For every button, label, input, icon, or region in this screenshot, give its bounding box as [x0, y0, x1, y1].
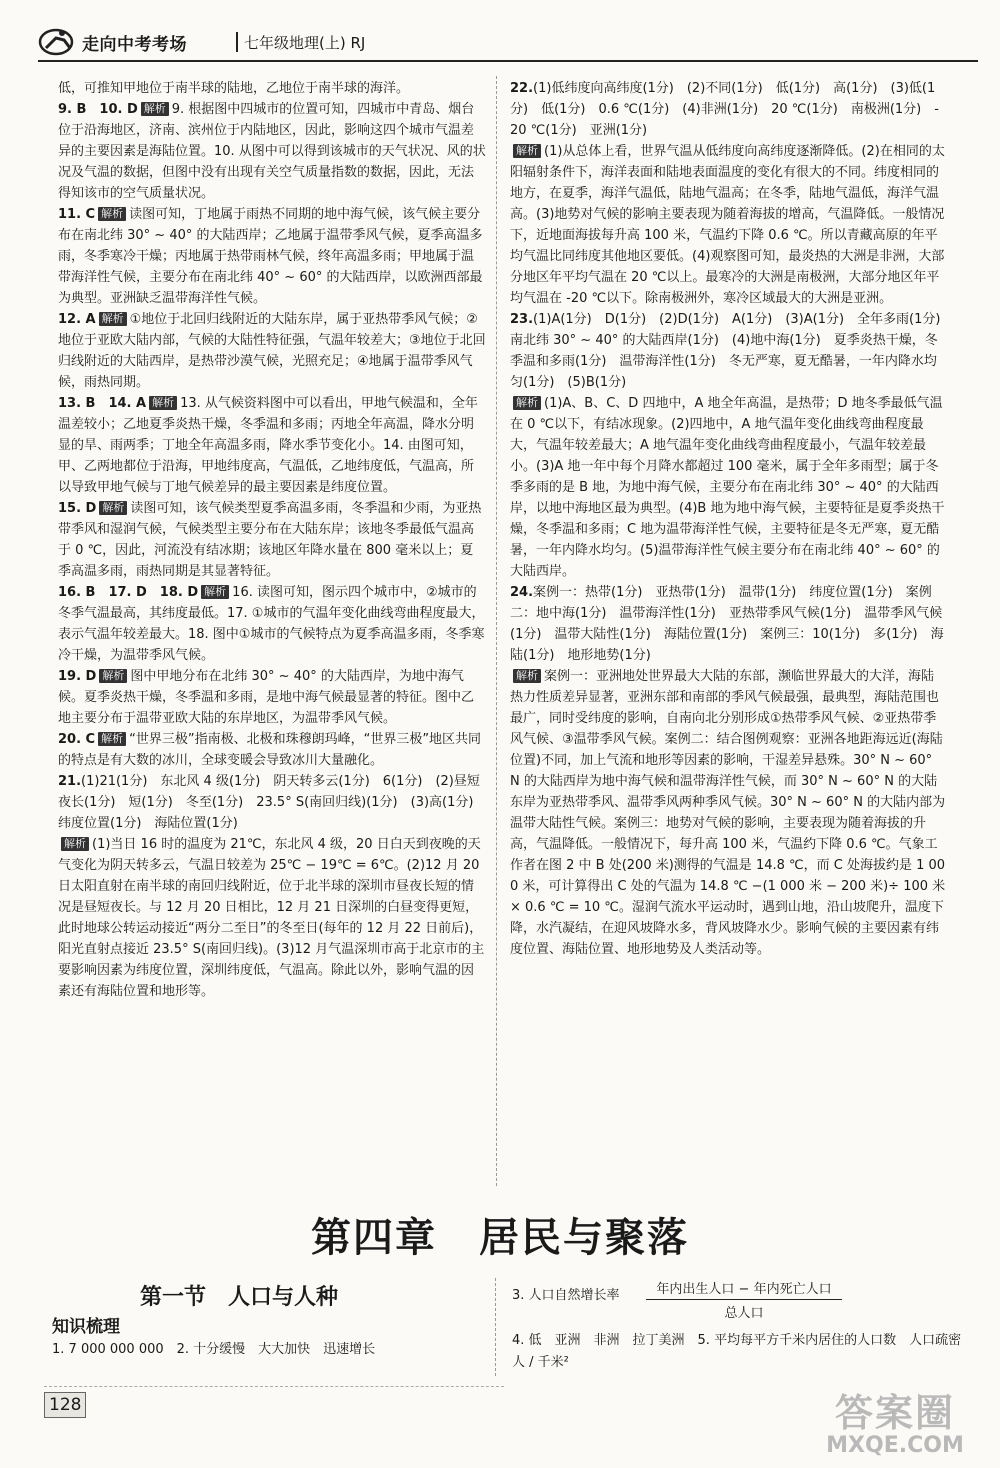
answer-item — [58, 78, 486, 99]
formula-denominator: 总人口 — [724, 1306, 764, 1321]
answer-text: 9. 根据图中四城市的位置可知，四城市中青岛、烟台位于沿海地区，济南、滨州位于内陆地区，因此，影响这四个城市气温差异的主要因素是海陆位置。10. 从图中可以得到该城市的天气状况、风的状况及气温的数据，但图中没有出现有关空气质量指数的数据，因此，无法得知该市的空气质量状况。 — [58, 102, 486, 201]
answer-key: 11. C — [58, 207, 96, 222]
answer-text: 读图可知，丁地属于雨热不同期的地中海气候，该气候主要分布在南北纬 30° ~ 40° 的大陆西岸；乙地属于温带季风气候，夏季高温多雨，冬季寒冷干燥；丙地属于热带雨林气候，终年高温多雨；甲地属于温带海洋性气候，主要分布在南北纬 40° ~ 60° 的大陆西岸，以欧洲西部最为典型。亚洲缺乏温带海洋性气候。 — [58, 207, 483, 306]
answer-text: 图中甲地分布在北纬 30° ~ 40° 的大陆西岸，为地中海气候。夏季炎热干燥，冬季温和多雨，是地中海气候最显著的特征。图中乙地主要分布于温带亚欧大陆的东岸地区，为温带季风气候。 — [58, 669, 475, 726]
analysis-tag: 解析 — [149, 396, 177, 410]
answer-text: ①地位于北回归线附近的大陆东岸，属于亚热带季风气候；②地位于亚欧大陆内部，气候的大陆性特征强，气温年较差大；③地位于北回归线附近的大陆西岸，是热带沙漠气候，光照充足；④地属于温带季风气候，雨热同期。 — [58, 312, 486, 390]
analysis-tag: 解析 — [99, 501, 127, 515]
watermark-logo — [800, 1392, 990, 1462]
answer-text: 案例一：热带(1分) 亚热带(1分) 温带(1分) 纬度位置(1分) 案例二：地中海(1分) 温带海洋性(1分) 亚热带季风气候(1分) 温带季风气候(1分) 温带大陆性(1分) 海陆位置(1分) 案例三：10(1分) 多(1分) 海陆(1分) 地形地势(1分) — [510, 585, 944, 663]
answer-key: 19. D — [58, 669, 97, 684]
answer-text: 读图可知，该气候类型夏季高温多雨，冬季温和少雨，为亚热带季风和湿润气候，气候类型主要分布在大陆东岸；该地冬季最低气温高于 0 ℃，因此，河流没有结冰期；该地区年降水量在 800 毫米以上；夏季高温多雨，雨热同期是其显著特征。 — [58, 501, 482, 579]
answer-item — [510, 309, 954, 393]
answer-key: 24. — [510, 585, 534, 600]
answer-key: 16. B 17. D 18. D — [58, 585, 199, 600]
answer-text: (1)低纬度向高纬度(1分) (2)不同(1分) 低(1分) 高(1分) (3)低(1分) 低(1分) 0.6 ℃(1分) (4)非洲(1分) 20 ℃(1分) 南极洲(1分) -20 ℃(1分) 亚洲(1分) — [510, 81, 939, 138]
book-subtitle: 七年级地理(上) RJ — [244, 34, 366, 52]
answer-text: (1)A、B、C、D 四地中，A 地全年高温，是热带；D 地冬季最低气温在 0 ℃以下，有结冰现象。(2)四地中，A 地气温年变化曲线弯曲程度最大，气温年较差最大；A 地气温年变化曲线弯曲程度最小，气温年较差最小。(3)A 地一年中每个月降水都超过 100 毫米，属于全年多雨型；属于冬季多雨的是 B 地，为地中海气候，主要分布在南北纬 30° ~ 40° 的大陆西岸，以地中海地区最为典型。(4)B 地为地中海气候，主要特征是夏季炎热干燥，冬季温和多雨；C 地为温带海洋性气候，主要特征是冬无严寒，夏无酷暑，一年内降水均匀。(5)温带海洋性气候主要分布在南北纬 40° ~ 60° 的大陆西岸。 — [510, 396, 945, 579]
analysis-tag: 解析 — [141, 102, 169, 116]
header-divider — [236, 32, 238, 52]
brand-title: 走向中考考场 — [82, 35, 187, 55]
answer-item — [510, 141, 946, 309]
answer-key: 23. — [510, 312, 534, 327]
analysis-tag: 解析 — [61, 837, 89, 851]
analysis-tag: 解析 — [513, 396, 541, 410]
answer-item — [58, 666, 486, 729]
formula-fraction — [646, 1278, 842, 1321]
analysis-tag: 解析 — [99, 669, 127, 683]
answer-key: 22. — [510, 81, 534, 96]
answer-item — [510, 582, 946, 666]
answers-1-2: 1. 7 000 000 000 2. 十分缓慢 大大加快 迅速增长 — [52, 1342, 376, 1357]
answer-text: 13. 从气候资料图中可以看出，甲地气候温和，全年温差较小；乙地夏季炎热干燥，冬季温和多雨；丙地全年高温，降水分明显的旱、雨两季；丁地全年高温多雨，降水季节变化小。14. 由图可知，甲、乙两地都位于沿海，甲地纬度高，气温低，乙地纬度低，气温高，所以导致甲地气候与丁地气候差异的最主要因素是纬度位置。 — [58, 396, 478, 495]
answer-key: 20. C — [58, 732, 96, 747]
analysis-tag: 解析 — [99, 312, 127, 326]
answer-item — [58, 834, 486, 1002]
answer-key: 21. — [58, 774, 82, 789]
right-answer-column — [510, 78, 954, 960]
answer-text: “世界三极”指南极、北极和珠穆朗玛峰，“世界三极”地区共同的特点是有大数的冰川，全球变暖会导致冰川大量融化。 — [58, 732, 482, 768]
analysis-tag: 解析 — [98, 207, 126, 221]
answer-text: 案例一：亚洲地处世界最大大陆的东部，濒临世界最大的大洋，海陆热力性质差异显著，亚洲东部和南部的季风气候最强，最典型，海陆范围也最广，同时受纬度的影响，自南向北分别形成①热带季风气候、②亚热带季风气候、③温带季风气候。案例二：结合图例观察：亚洲各地距海远近(海陆位置)不同，加上气流和地形等因素的影响，干湿差异悬殊。30° N ~ 60° N 的大陆西岸为地中海气候和温带海洋性气候，而 30° N ~ 60° N 的大陆东岸为亚热带季风、温带季风两种季风气候。30° N ~ 60° N 的大陆内部为温带大陆性气候。案例三：地势对气候的影响，主要表现为随着海拔的升高，气温降低。一般情况下，每升高 100 米，气温约下降 0.6 ℃。气象工作者在图 2 中 B 处(200 米)测得的气温是 14.8 ℃，而 C 处海拔约是 1 000 米，可计算得出 C 处的气温为 14.8 ℃ −(1 000 米 − 200 米)÷ 100 米 × 0.6 ℃ = 10 ℃。湿润气流水平运动时，遇到山地，沿山坡爬升，温度下降，水汽凝结，在迎风坡降水多，背风坡降水少。影响气候的主要因素有纬度位置、海陆位置、地形地势及人类活动等。 — [510, 669, 946, 957]
analysis-tag: 解析 — [98, 732, 126, 746]
answer-key: 9. B 10. D — [58, 102, 138, 117]
answer-item — [58, 393, 486, 498]
watermark-url: MXQE.COM — [826, 1433, 964, 1458]
left-answer-column — [58, 78, 486, 1002]
analysis-tag: 解析 — [201, 585, 229, 599]
answer-item — [58, 771, 486, 834]
answer-text: 低，可推知甲地位于南半球的陆地，乙地位于南半球的海洋。 — [58, 81, 410, 96]
footer-line — [44, 1386, 504, 1387]
answer-item — [58, 309, 486, 393]
section-title: 第一节 人口与人种 — [140, 1285, 339, 1310]
knowledge-heading: 知识梳理 — [52, 1317, 120, 1337]
analysis-tag: 解析 — [513, 144, 541, 158]
answer-item — [510, 666, 946, 960]
answer-text: (1)21(1分) 东北风 4 级(1分) 阴天转多云(1分) 6(1分) (2)昼短夜长(1分) 短(1分) 冬至(1分) 23.5° S(南回归线)(1分) (3)高(1分) 纬度位置(1分) 海陆位置(1分) — [58, 774, 487, 831]
answer-item — [510, 78, 946, 141]
answer-item — [58, 204, 486, 309]
analysis-tag: 解析 — [513, 669, 541, 683]
answers-4-5: 4. 低 亚洲 非洲 拉丁美洲 5. 平均每平方千米内居住的人口数 人口疏密 人 / 千米² — [512, 1333, 975, 1370]
page-header — [38, 26, 978, 62]
answer-text: (1)A(1分) D(1分) (2)D(1分) A(1分) (3)A(1分) 全年多雨(1分) 南北纬 30° ~ 40° 的大陆西岸(1分) (4)地中海(1分) 夏季炎热干燥，冬季温和多雨(1分) 温带海洋性(1分) 冬无严寒，夏无酷暑，一年内降水均匀(1分) (5)B(1分) — [510, 312, 954, 390]
answer-key: 15. D — [58, 501, 97, 516]
answer-item — [58, 582, 486, 666]
bottom-column-divider — [495, 1278, 496, 1376]
running-figure-logo-icon — [38, 26, 78, 56]
answer-key: 12. A — [58, 312, 96, 327]
column-divider — [496, 76, 497, 1186]
answer-text: (1)当日 16 时的温度为 21℃，东北风 4 级，20 日白天到夜晚的天气变化为阴天转多云，气温日较差为 25℃ − 19℃ = 6℃。(2)12 月 20 日太阳直射在南半球的南回归线附近，位于北半球的深圳市昼夜长短的情况是昼短夜长。与 12 月 20 日相比，12 月 21 日深圳的白昼变得更短，此时地球公转运动接近“两分二至日”的冬至日(每年的 12 月 22 日前后)，阳光直射点接近 23.5° S(南回归线)。(3)12 月气温深圳市高于北京市的主要影响因素为纬度位置，深圳纬度低，气温高。除此以外，影响气温的因素还有海陆位置和地形等。 — [58, 837, 485, 999]
answer-text: 16. 读图可知，图示四个城市中，②城市的冬季气温最高，其纬度最低。17. ①城市的气温年变化曲线弯曲程度最大，表示气温年较差最大。18. 图中①城市的气候特点为夏季高温多雨，冬季寒冷干燥，为温带季风气候。 — [58, 585, 485, 663]
page-number: 128 — [44, 1392, 86, 1418]
answer-text: (1)从总体上看，世界气温从低纬度向高纬度逐渐降低。(2)在相同的太阳辐射条件下，海洋表面和陆地表面温度的变化有很大的不同。纬度相同的地方，在夏季，海洋气温低，陆地气温高；在冬季，陆地气温低，海洋气温高。(3)地势对气候的影响主要表现为随着海拔的增高，气温降低。一般情况下，近地面海拔每升高 100 米，气温约下降 0.6 ℃。所以青藏高原的年平均气温比同纬度其他地区要低。(4)观察图可知，最炎热的大洲是非洲，大部分地区年平均气温在 20 ℃以上。最寒冷的大洲是南极洲，大部分地区年平均气温在 -20 ℃以下。除南极洲外，寒冷区域最大的大洲是亚洲。 — [510, 144, 945, 306]
answer-key: 13. B 14. A — [58, 396, 147, 411]
answer-item — [58, 498, 486, 582]
answer-item — [58, 729, 486, 771]
formula-numerator: 年内出生人口 − 年内死亡人口 — [646, 1278, 842, 1300]
formula-label: 3. 人口自然增长率 — [512, 1288, 620, 1303]
watermark-text: 答案圈 — [834, 1391, 955, 1435]
answer-item — [58, 99, 486, 204]
chapter-title: 第四章 居民与聚落 — [311, 1214, 689, 1261]
answer-item — [510, 393, 946, 582]
